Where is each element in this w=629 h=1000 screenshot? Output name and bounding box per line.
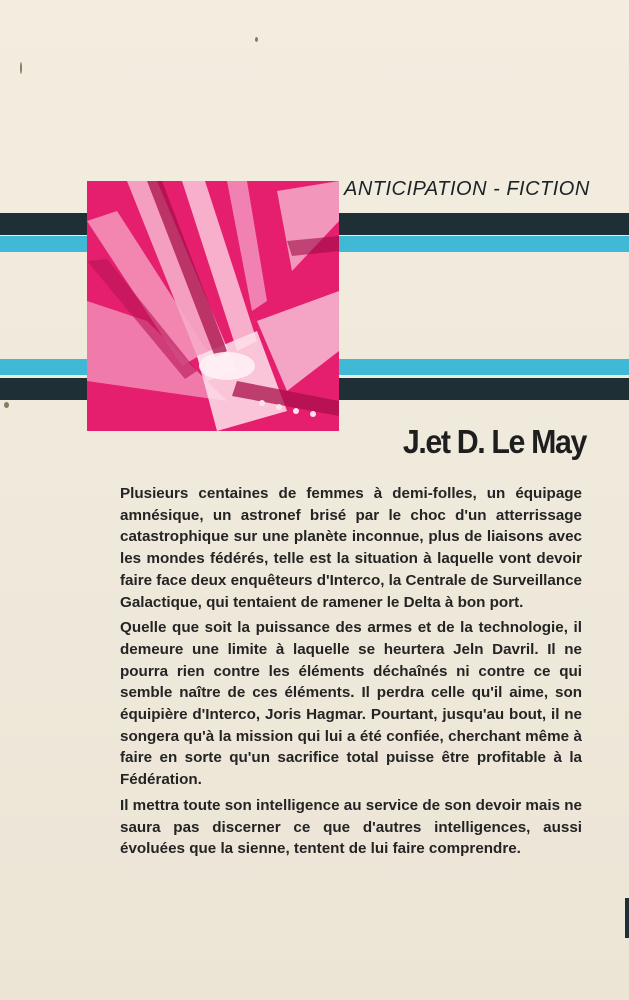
cover-artwork [87,181,339,431]
series-label: ANTICIPATION - FICTION [344,178,590,200]
paper-speck [20,62,22,74]
edge-mark [625,898,629,938]
paper-speck [255,37,258,42]
blurb-paragraph-1: Plusieurs centaines de femmes à demi-folles, un équipage amnésique, un astronef brisé par le choc d'un atterrissage catastrophique sur une planète inconnue, plus de liaisons avec les mondes fédérés, telle est la situation à laquelle vont devoir faire face deux enquêteurs d'Interco, la Centrale de Surveillance Galactique, qui tentaient de ramener le Delta à bon port. [120,485,582,611]
paper-speck [4,402,9,408]
blurb-paragraph-3: Il mettra toute son intelligence au service de son devoir mais ne saura pas discerner ce que d'autres intelligences, aussi évoluées que la sienne, tentent de lui faire comprendre. [120,796,582,858]
author-name: J.et D. Le May [402,423,586,460]
spaceship-illustration [87,181,339,431]
blurb-text [120,483,582,864]
blurb-paragraph-2: Quelle que soit la puissance des armes et de la technologie, il demeure une limite à laquelle se heurtera Jeln Davril. Il ne pourra rien contre les éléments déchaînés ni contre ce qui semble naître de ces éléments. Il perdra celle qu'il aime, son équipière d'Interco, Joris Hagmar. Pourtant, jusqu'au bout, il ne songera qu'à la mission qui lui a été confiée, cherchant même à faire en sorte qu'un sacrifice total puisse être profitable à la Fédération. [120,619,582,789]
